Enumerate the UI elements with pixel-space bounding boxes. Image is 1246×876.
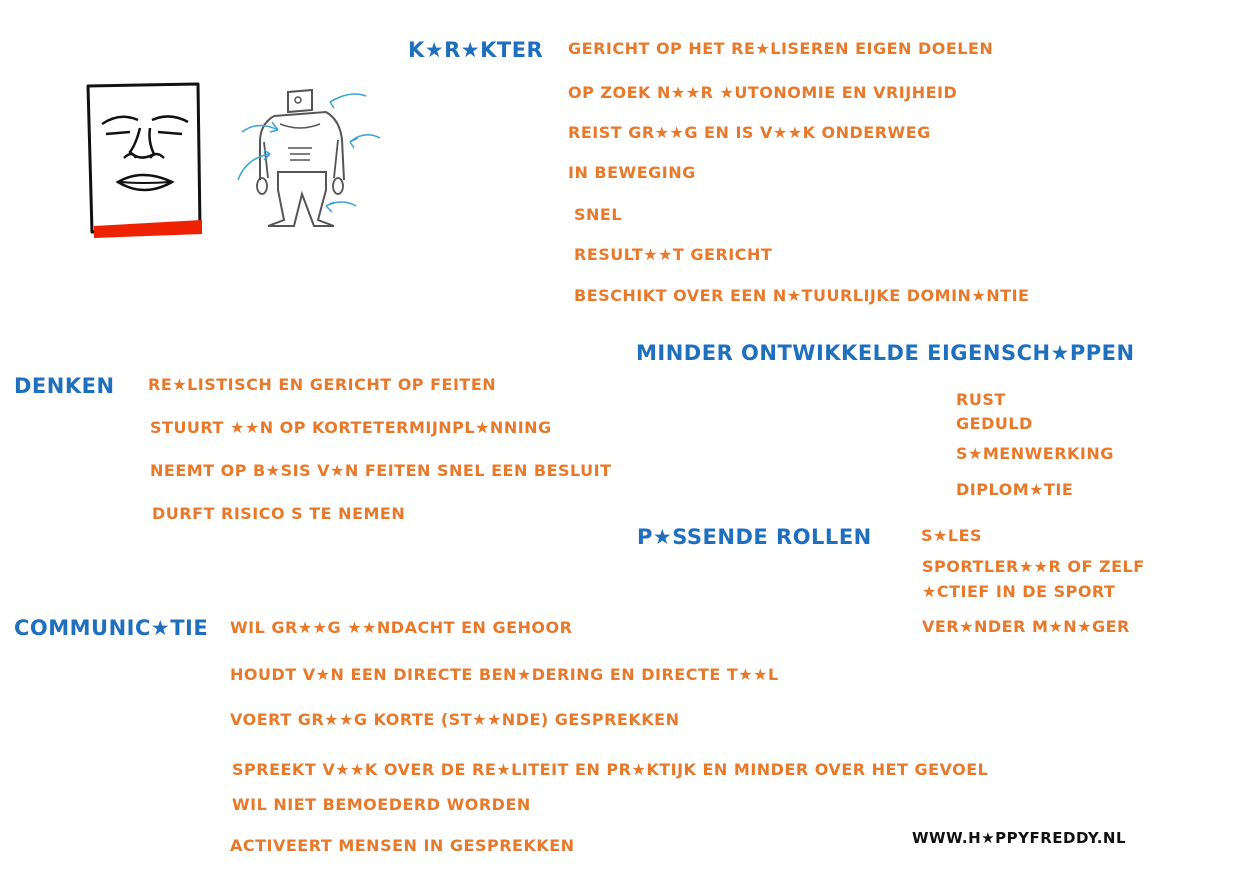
minder-item: S★MENWERKING	[956, 444, 1114, 463]
rollen-item: S★LES	[921, 526, 983, 545]
minder-heading: MINDER ONTWIKKELDE EIGENSCH★PPEN	[636, 341, 1135, 365]
minder-item: GEDULD	[956, 414, 1033, 433]
communicatie-item: WIL GR★★G ★★NDACHT EN GEHOOR	[230, 618, 573, 637]
minder-item: RUST	[956, 390, 1006, 409]
communicatie-item: ACTIVEERT MENSEN IN GESPREKKEN	[230, 836, 575, 855]
karakter-heading: K★R★KTER	[408, 38, 544, 62]
rollen-item: VER★NDER M★N★GER	[922, 617, 1130, 636]
rollen-item: ★CTIEF IN DE SPORT	[922, 582, 1116, 601]
communicatie-item: SPREEKT V★★K OVER DE RE★LITEIT EN PR★KTIJK EN MINDER OVER HET GEVOEL	[232, 760, 989, 779]
denken-item: RE★LISTISCH EN GERICHT OP FEITEN	[148, 375, 497, 394]
communicatie-item: HOUDT V★N EEN DIRECTE BEN★DERING EN DIRECTE T★★L	[230, 665, 779, 684]
face-drawing-icon	[80, 80, 210, 245]
karakter-item: SNEL	[574, 205, 623, 224]
karakter-item: BESCHIKT OVER EEN N★TUURLIJKE DOMIN★NTIE	[574, 286, 1030, 305]
denken-heading: DENKEN	[14, 374, 115, 398]
karakter-item: IN BEWEGING	[568, 163, 696, 182]
denken-item: STUURT ★★N OP KORTETERMIJNPL★NNING	[150, 418, 552, 437]
communicatie-item: VOERT GR★★G KORTE (ST★★NDE) GESPREKKEN	[230, 710, 680, 729]
karakter-item: GERICHT OP HET RE★LISEREN EIGEN DOELEN	[568, 39, 994, 58]
denken-item: DURFT RISICO S TE NEMEN	[152, 504, 406, 523]
karakter-item: REIST GR★★G EN IS V★★K ONDERWEG	[568, 123, 931, 142]
karakter-item: OP ZOEK N★★R ★UTONOMIE EN VRIJHEID	[568, 83, 958, 102]
communicatie-heading: COMMUNIC★TIE	[14, 616, 209, 640]
minder-item: DIPLOM★TIE	[956, 480, 1074, 499]
footer-url: WWW.H★PPYFREDDY.NL	[912, 829, 1127, 847]
communicatie-item: WIL NIET BEMOEDERD WORDEN	[232, 795, 531, 814]
karakter-item: RESULT★★T GERICHT	[574, 245, 773, 264]
denken-item: NEEMT OP B★SIS V★N FEITEN SNEL EEN BESLUIT	[150, 461, 612, 480]
rollen-heading: P★SSENDE ROLLEN	[637, 525, 872, 549]
muscular-figure-icon	[230, 80, 390, 240]
rollen-item: SPORTLER★★R OF ZELF	[922, 557, 1145, 576]
